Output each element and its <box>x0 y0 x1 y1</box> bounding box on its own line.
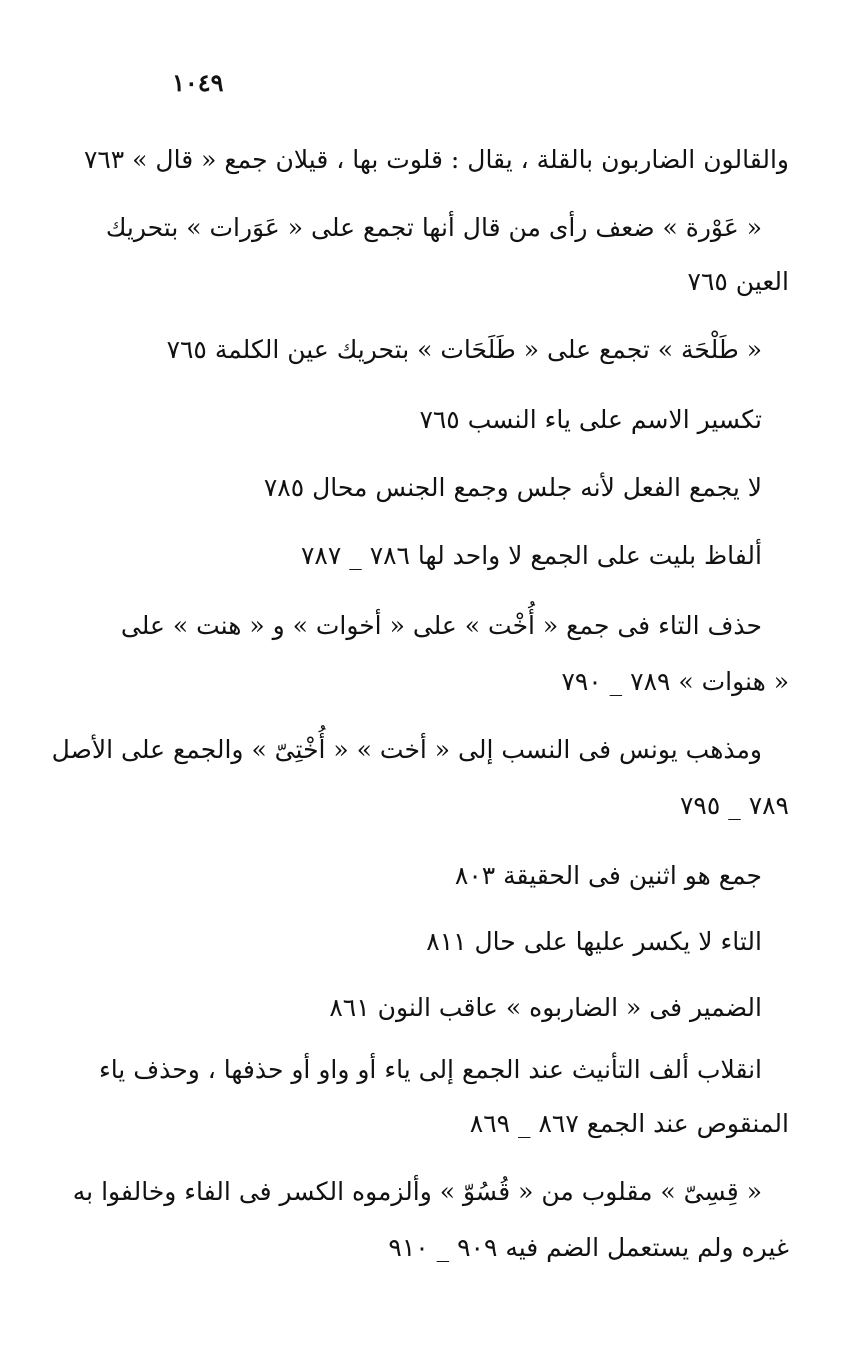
index-entry-line: جمع هو اثنين فى الحقيقة ٨٠٣ <box>454 861 762 890</box>
index-entry-line: ألفاظ بليت على الجمع لا واحد لها ٧٨٦ _ ٧٨٧ <box>300 541 762 570</box>
index-entry-line: الضمير فى « الضاربوه » عاقب النون ٨٦١ <box>329 993 762 1022</box>
index-entry-line: « قِسِىّ » مقلوب من « قُسُوّ » وألزموه الكسر فى الفاء وخالفوا به <box>72 1177 762 1206</box>
page-number: ١٠٤٩ <box>172 68 224 97</box>
index-entry-line: غيره ولم يستعمل الضم فيه ٩٠٩ _ ٩١٠ <box>388 1233 789 1262</box>
index-entry-line: والقالون الضاربون بالقلة ، يقال : قلوت بها ، قيلان جمع « قال » ٧٦٣ <box>83 145 789 174</box>
index-entry-line: لا يجمع الفعل لأنه جلس وجمع الجنس محال ٧٨٥ <box>263 473 762 502</box>
index-entry-line: « هنوات » ٧٨٩ _ ٧٩٠ <box>561 667 789 696</box>
index-entry-line: المنقوص عند الجمع ٨٦٧ _ ٨٦٩ <box>469 1109 789 1138</box>
index-entry-line: حذف التاء فى جمع « أُخْت » على « أخوات » و « هنت » على <box>120 611 762 640</box>
index-entry-line: التاء لا يكسر عليها على حال ٨١١ <box>426 927 762 956</box>
index-entry-line: « طَلْحَة » تجمع على « طَلَحَات » بتحريك عين الكلمة ٧٦٥ <box>166 335 762 364</box>
index-entry-line: العين ٧٦٥ <box>687 267 789 296</box>
index-entry-line: « عَوْرة » ضعف رأى من قال أنها تجمع على « عَوَرات » بتحريك <box>105 213 762 242</box>
index-entry-line: ٧٨٩ _ ٧٩٥ <box>680 791 789 820</box>
index-entry-line: ومذهب يونس فى النسب إلى « أخت » « أُخْتِىّ » والجمع على الأصل <box>51 735 762 764</box>
index-entry-line: تكسير الاسم على ياء النسب ٧٦٥ <box>419 405 762 434</box>
index-entry-line: انقلاب ألف التأنيث عند الجمع إلى ياء أو واو أو حذفها ، وحذف ياء <box>98 1055 762 1084</box>
